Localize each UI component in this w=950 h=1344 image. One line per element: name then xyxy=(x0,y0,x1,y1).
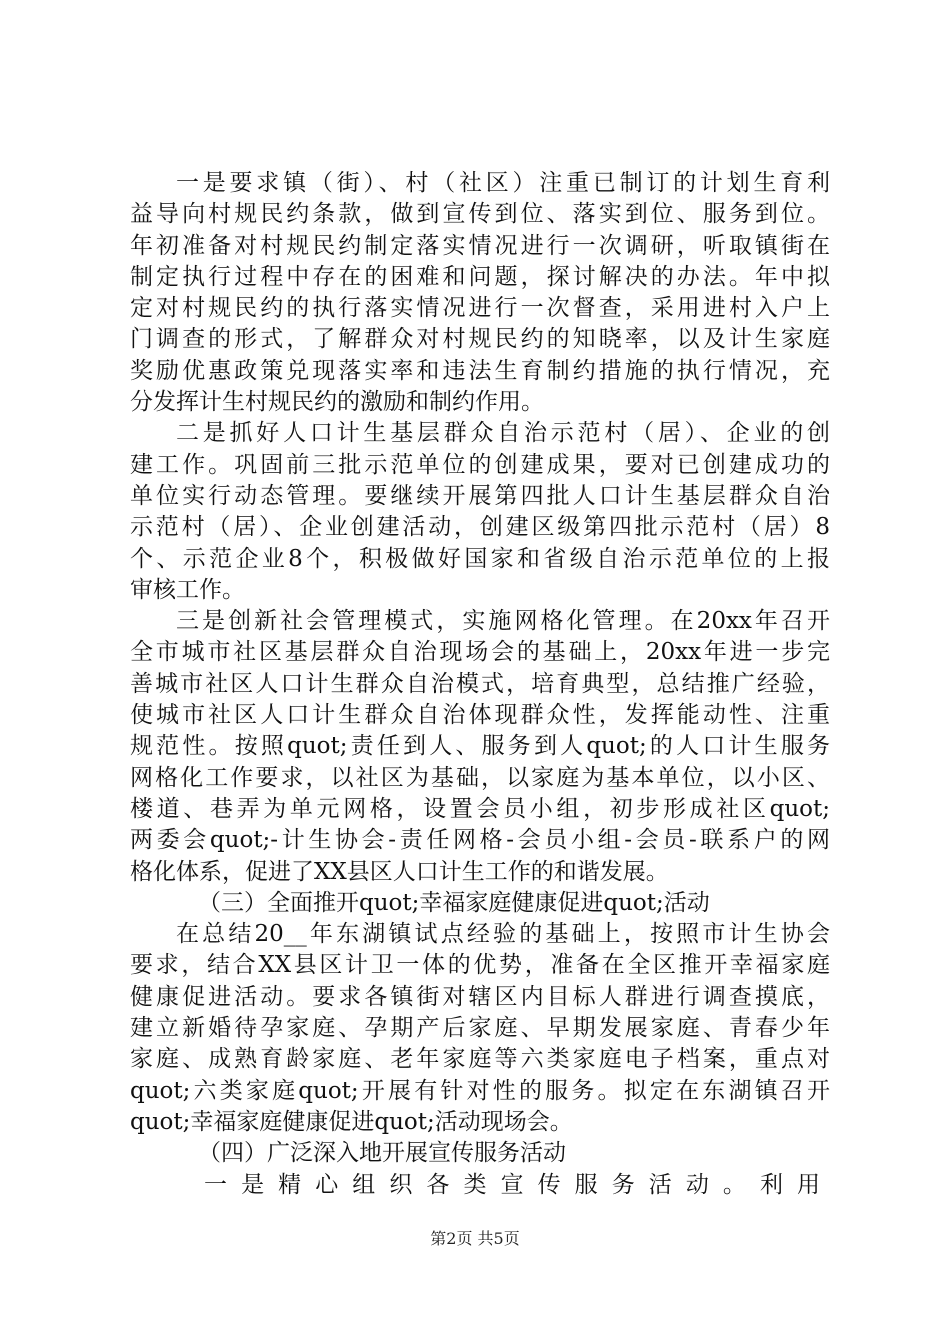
paragraph-line: 格化体系，促进了XX县区人口计生工作的和谐发展。 xyxy=(130,858,669,885)
paragraph-line: 分发挥计生村规民约的激励和制约作用。 xyxy=(130,389,544,416)
paragraph-line: 个、示范企业8个，积极做好国家和省级自治示范单位的上报 xyxy=(130,545,830,572)
document-body xyxy=(130,168,830,1201)
paragraph-line: 一是要求镇（街）、村（社区）注重已制订的计划生育利 xyxy=(176,170,830,196)
paragraph-line: quot;幸福家庭健康促进quot;活动现场会。 xyxy=(130,1108,573,1135)
paragraph-line: 定对村规民约的执行落实情况进行一次督查，采用进村入户上 xyxy=(130,295,830,322)
paragraph-line: 要求，结合XX县区计卫一体的优势，准备在全区推开幸福家庭 xyxy=(130,952,830,979)
paragraph-line: 健康促进活动。要求各镇街对辖区内目标人群进行调查摸底， xyxy=(130,983,830,1010)
paragraph-line: quot;六类家庭quot;开展有针对性的服务。拟定在东湖镇召开 xyxy=(130,1077,830,1104)
paragraph-line: 使城市社区人口计生群众自治体现群众性，发挥能动性、注重 xyxy=(130,702,830,729)
paragraph-line: 门调查的形式，了解群众对村规民约的知晓率，以及计生家庭 xyxy=(130,326,830,353)
paragraph-line: 一是精心组织各类宣传服务活动。利用 xyxy=(204,1171,830,1198)
paragraph-line: 单位实行动态管理。要继续开展第四批人口计生基层群众自治 xyxy=(130,482,830,509)
paragraph-line: 建工作。巩固前三批示范单位的创建成果，要对已创建成功的 xyxy=(130,451,830,478)
paragraph-line: 三是创新社会管理模式，实施网格化管理。在20xx年召开 xyxy=(176,608,830,635)
section-heading: （三）全面推开quot;幸福家庭健康促进quot;活动 xyxy=(198,889,710,916)
paragraph-line: 全市城市社区基层群众自治现场会的基础上，20xx年进一步完 xyxy=(130,639,830,666)
paragraph-line: 网格化工作要求，以社区为基础，以家庭为基本单位，以小区、 xyxy=(130,764,830,791)
paragraph-line: 年初准备对村规民约制定落实情况进行一次调研，听取镇街在 xyxy=(130,232,830,259)
section-heading: （四）广泛深入地开展宣传服务活动 xyxy=(198,1140,566,1167)
paragraph-line: 示范村（居）、企业创建活动，创建区级第四批示范村（居）8 xyxy=(130,514,830,541)
paragraph-line: 奖励优惠政策兑现落实率和违法生育制约措施的执行情况，充 xyxy=(130,357,830,384)
paragraph-line: 二是抓好人口计生基层群众自治示范村（居）、企业的创 xyxy=(176,420,830,447)
page-number-footer: 第2页 共5页 xyxy=(430,1229,520,1248)
paragraph-line: 楼道、巷弄为单元网格，设置会员小组，初步形成社区quot; xyxy=(130,795,830,822)
paragraph-line: 制定执行过程中存在的困难和问题，探讨解决的办法。年中拟 xyxy=(130,263,830,290)
paragraph-line: 建立新婚待孕家庭、孕期产后家庭、早期发展家庭、青春少年 xyxy=(130,1015,830,1042)
paragraph-line: 审核工作。 xyxy=(130,576,245,603)
paragraph-line: 规范性。按照quot;责任到人、服务到人quot;的人口计生服务 xyxy=(130,733,830,760)
paragraph-line: 在总结20__年东湖镇试点经验的基础上，按照市计生协会 xyxy=(176,921,830,948)
paragraph-line: 家庭、成熟育龄家庭、老年家庭等六类家庭电子档案，重点对 xyxy=(130,1046,830,1073)
paragraph-line: 善城市社区人口计生群众自治模式，培育典型，总结推广经验， xyxy=(130,670,830,697)
paragraph-line: 益导向村规民约条款，做到宣传到位、落实到位、服务到位。 xyxy=(130,201,830,228)
paragraph-line: 两委会quot;-计生协会-责任网格-会员小组-会员-联系户的网 xyxy=(130,827,830,854)
